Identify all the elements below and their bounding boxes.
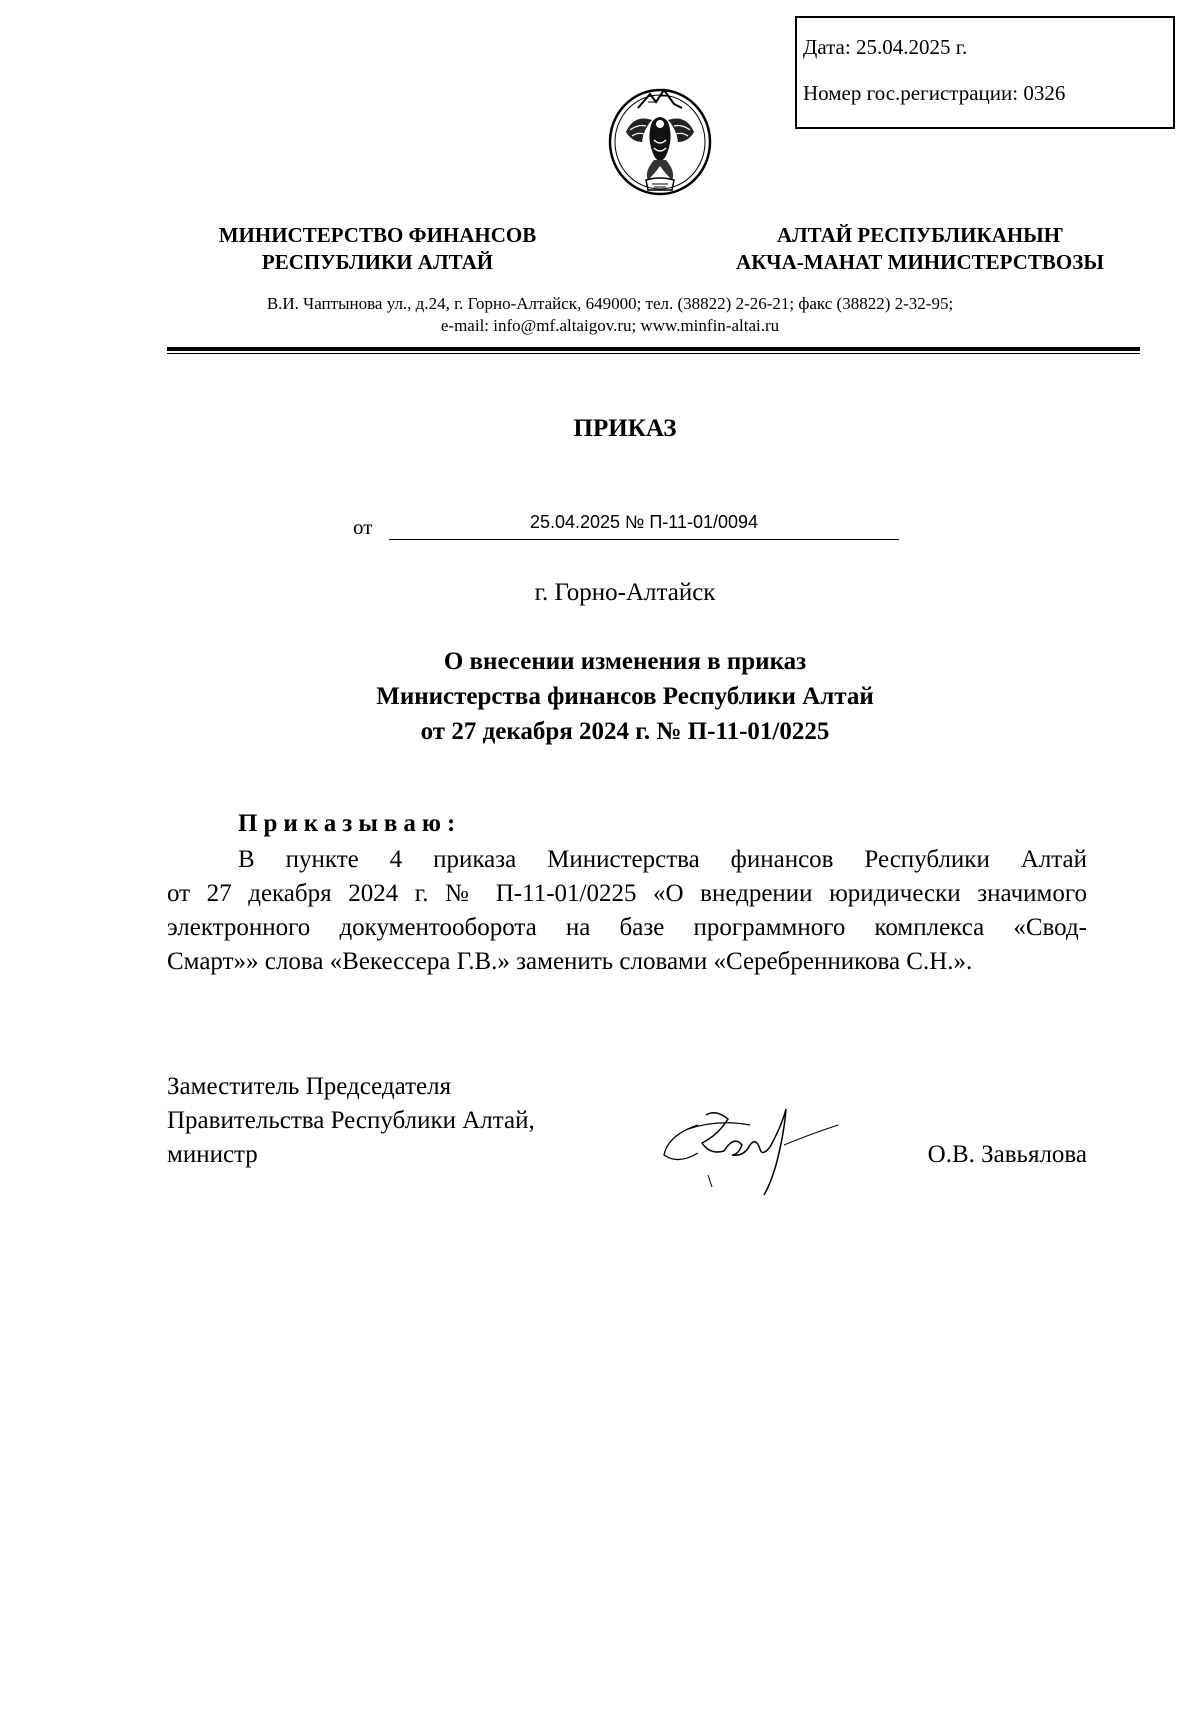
signer-name: О.В. Завьялова [927,1141,1087,1168]
body-line1: В пункте 4 приказа Министерства финансов Республики Алтай [238,846,1087,873]
registration-date-row [803,36,1173,58]
header-rule-thick [167,347,1140,351]
document-title: ПРИКАЗ [573,415,677,442]
address-line1: В.И. Чаптынова ул., д.24, г. Горно-Алтайск, 649000; тел. (38822) 2-26-21; факс (38822) 2-32-95; [266,294,954,313]
document-number: 25.04.2025 № П-11-01/0094 [529,512,759,532]
handwritten-signature [658,1095,858,1205]
document-city: г. Горно-Алтайск [534,579,716,606]
ministry-address [150,293,1070,337]
registration-number-row [803,82,1173,104]
registration-number-label: Номер гос.регистрации: [803,81,1019,105]
body-line2: от 27 декабря 2024 г. № П-11-01/0225 «О внедрении юридически значимого [167,880,1087,907]
ministry-name-altai [720,222,1120,276]
ministry-name-russian [200,222,555,276]
document-subject [0,644,1200,749]
document-number-underline [389,539,899,540]
signer-position-line3: министр [167,1141,258,1168]
from-label: от [353,515,373,539]
subject-line1: О внесении изменения в приказ [443,648,807,675]
subject-line3: от 27 декабря 2024 г. № П-11-01/0225 [420,718,830,745]
body-line4: Смарт»» слова «Векессера Г.В.» заменить словами «Серебренникова С.Н.». [167,948,973,975]
ministry-name-russian-line2: РЕСПУБЛИКИ АЛТАЙ [261,250,494,274]
registration-date-value: 25.04.2025 г. [855,35,968,59]
ministry-name-altai-line2: АКЧА-МАНАТ МИНИСТЕРСТВОЗЫ [736,250,1104,274]
altai-coat-of-arms-icon [604,80,716,200]
ministry-name-altai-line1: АЛТАЙ РЕСПУБЛИКАНЫҤ [776,223,1064,247]
signer-position-line2: Правительства Республики Алтай, [167,1107,535,1134]
subject-line2: Министерства финансов Республики Алтай [376,683,874,710]
order-word: Приказываю: [238,810,462,837]
header-rule-thin [167,353,1140,354]
signer-position-line1: Заместитель Председателя [167,1073,452,1100]
ministry-name-russian-line1: МИНИСТЕРСТВО ФИНАНСОВ [218,223,537,247]
address-line2: e-mail: info@mf.altaigov.ru; www.minfin-altai.ru [440,316,780,335]
registration-box [795,16,1175,129]
registration-date-label: Дата: [803,35,851,59]
body-line3: электронного документооборота на базе программного комплекса «Свод- [167,914,1087,941]
registration-number-value: 0326 [1023,81,1066,105]
